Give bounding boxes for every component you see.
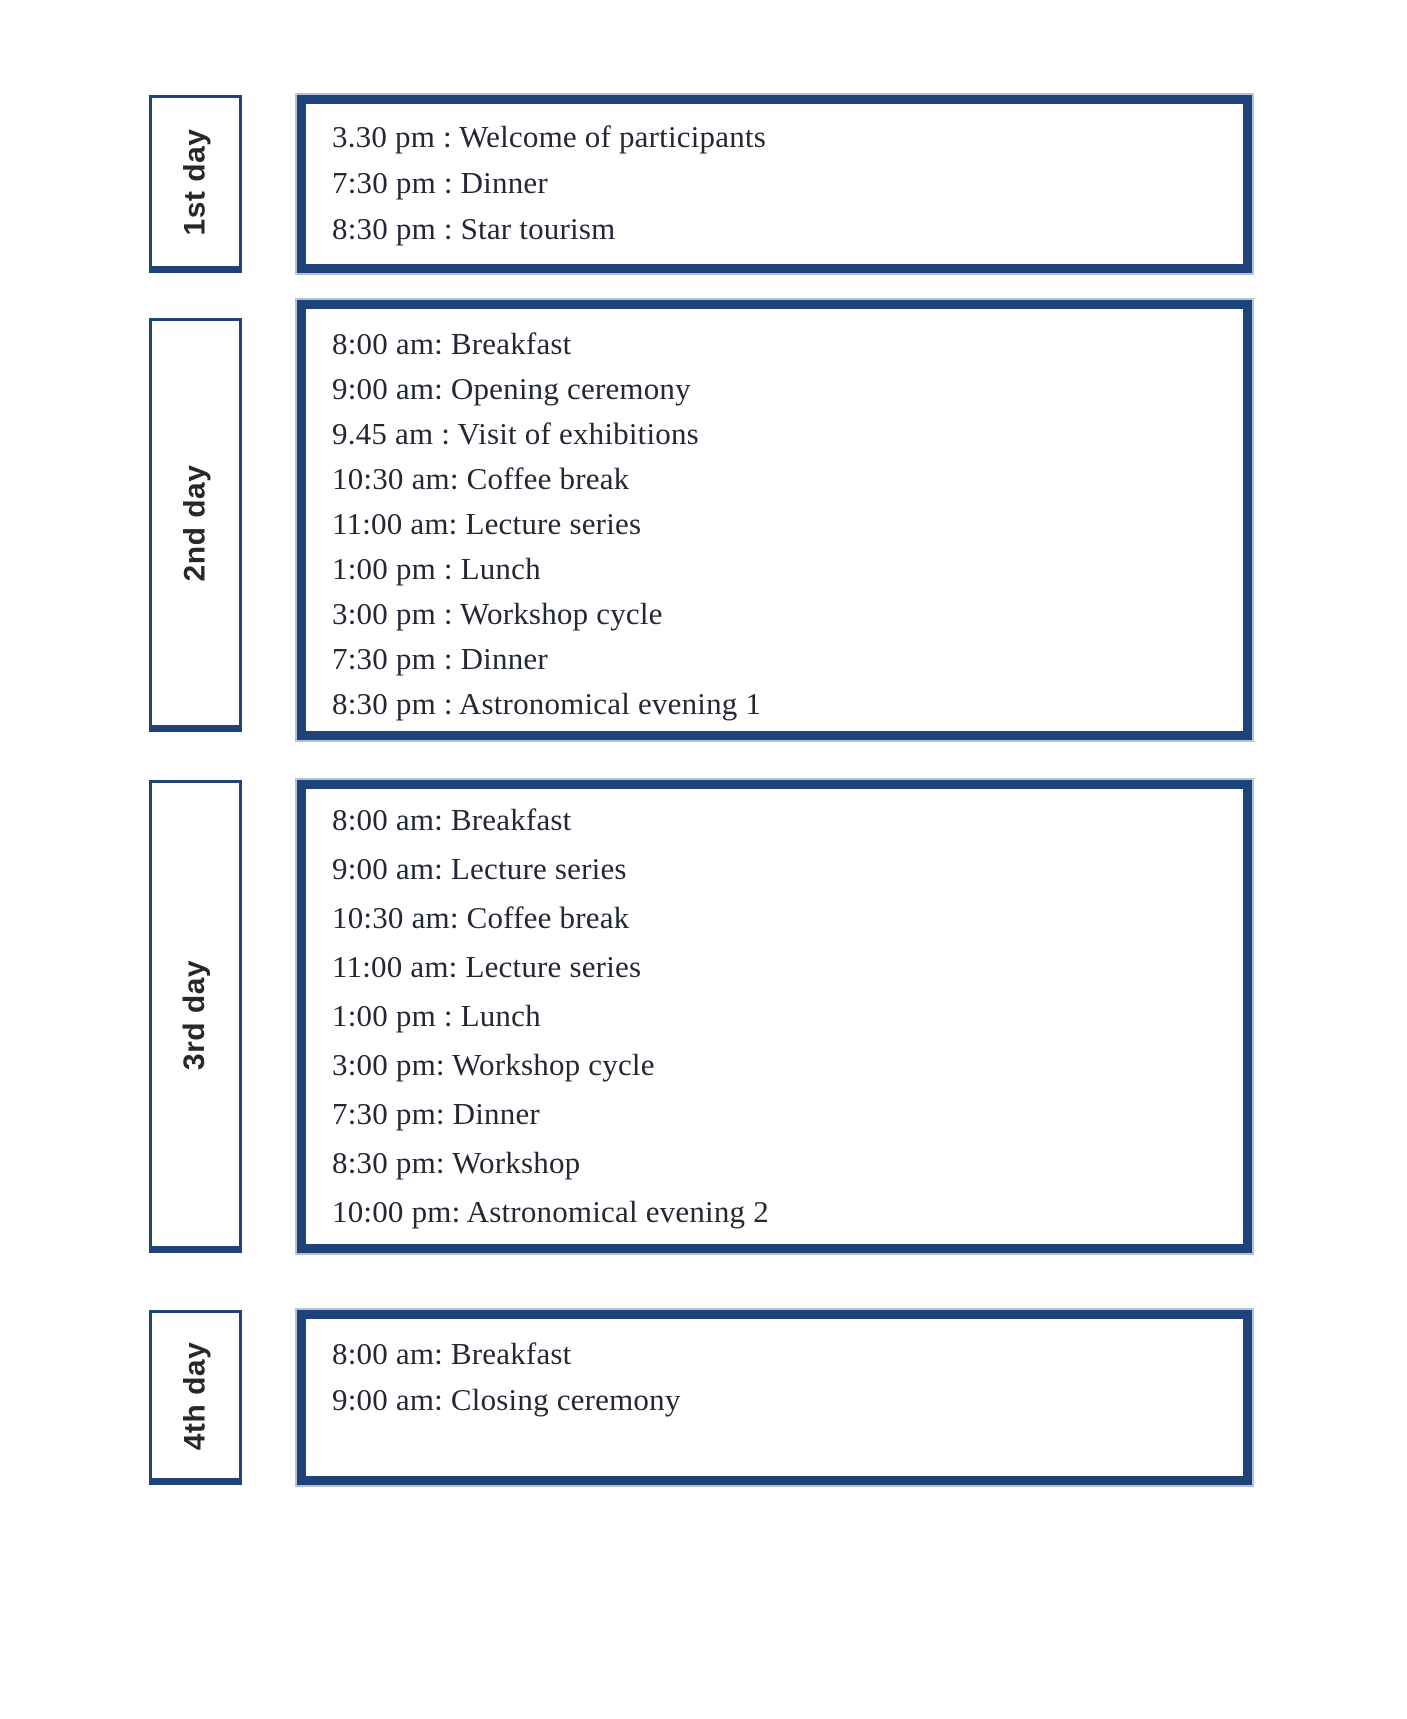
event-line: 9.45 am : Visit of exhibitions — [332, 416, 699, 451]
day-row-3 — [149, 780, 1407, 1253]
event-line: 1:00 pm : Lunch — [332, 551, 541, 586]
event-line: 7:30 pm : Dinner — [332, 641, 548, 676]
day-label-box-4 — [149, 1310, 242, 1485]
event-line: 3:00 pm : Workshop cycle — [332, 596, 663, 631]
day-label-3: 3rd day — [178, 959, 212, 1070]
event-line: 8:00 am: Breakfast — [332, 1336, 572, 1371]
day-events-box-2 — [297, 300, 1252, 740]
day-label-box-1 — [149, 95, 242, 273]
day-row-1 — [149, 95, 1407, 273]
day-label-box-2 — [149, 318, 242, 732]
event-line: 1:00 pm : Lunch — [332, 998, 541, 1033]
day-label-2: 2nd day — [178, 464, 212, 582]
event-line: 8:30 pm : Star tourism — [332, 211, 616, 246]
event-line: 10:30 am: Coffee break — [332, 461, 630, 496]
event-line: 8:30 pm: Workshop — [332, 1145, 581, 1180]
event-line: 8:00 am: Breakfast — [332, 326, 572, 361]
event-line: 11:00 am: Lecture series — [332, 506, 642, 541]
day-label-4: 4th day — [178, 1341, 212, 1450]
day-row-2 — [149, 300, 1407, 740]
event-line: 9:00 am: Lecture series — [332, 851, 627, 886]
day-events-box-4 — [297, 1310, 1252, 1485]
day-label-1: 1st day — [178, 128, 212, 236]
day-row-4 — [149, 1310, 1407, 1485]
event-line: 7:30 pm: Dinner — [332, 1096, 540, 1131]
event-line: 3:00 pm: Workshop cycle — [332, 1047, 655, 1082]
event-line: 9:00 am: Closing ceremony — [332, 1382, 681, 1417]
event-line: 10:00 pm: Astronomical evening 2 — [332, 1194, 769, 1229]
event-line: 10:30 am: Coffee break — [332, 900, 630, 935]
event-line: 9:00 am: Opening ceremony — [332, 371, 691, 406]
day-label-box-3 — [149, 780, 242, 1253]
day-events-box-1 — [297, 95, 1252, 273]
day-events-box-3 — [297, 780, 1252, 1253]
event-line: 11:00 am: Lecture series — [332, 949, 642, 984]
event-line: 3.30 pm : Welcome of participants — [332, 119, 766, 154]
event-line: 8:30 pm : Astronomical evening 1 — [332, 686, 762, 721]
event-line: 7:30 pm : Dinner — [332, 165, 548, 200]
event-line: 8:00 am: Breakfast — [332, 802, 572, 837]
